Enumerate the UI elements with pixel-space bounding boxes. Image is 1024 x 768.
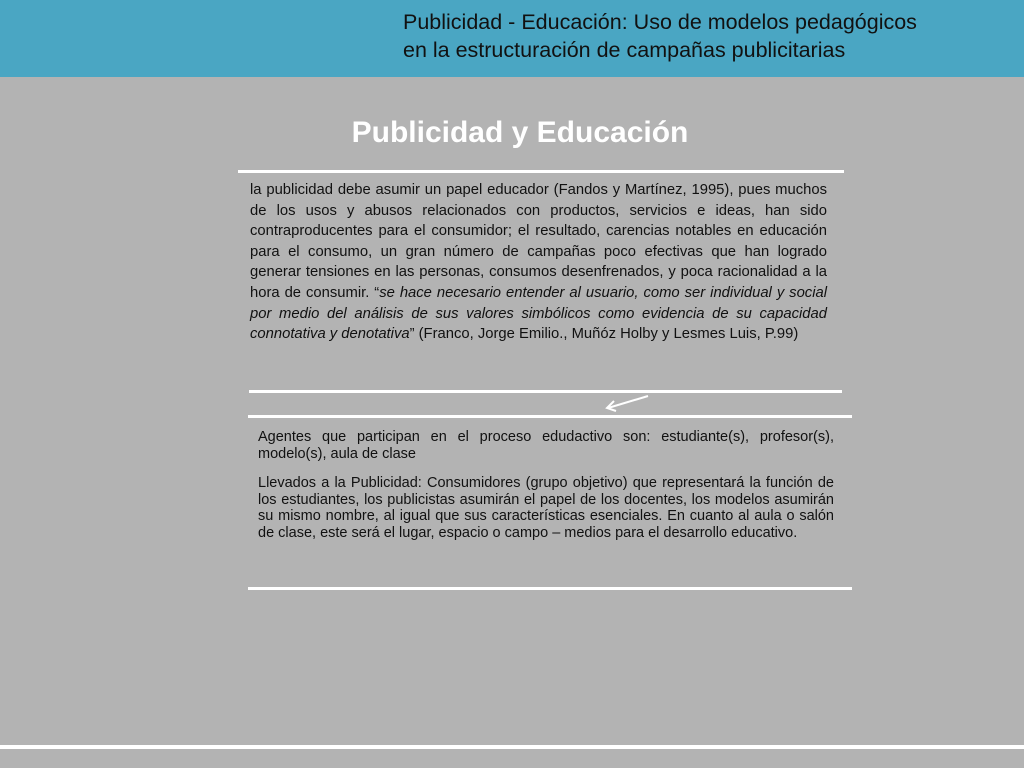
footer-line (0, 745, 1024, 749)
arrow-down-left-icon (600, 392, 652, 414)
quote-citation: ” (Franco, Jorge Emilio., Muñóz Holby y Lesmes Luis, P.99) (409, 326, 799, 343)
header-bar (0, 0, 1024, 77)
presentation-title (403, 8, 1018, 64)
divider-quote-bottom (249, 390, 842, 393)
advertising-paragraph: Llevados a la Publicidad: Consumidores (grupo objetivo) que representará la función de los estudiantes, los publicistas asumirán el papel de los docentes, los modelos asumirán su mismo nombre, al igual que sus características esenciales. En cuanto al aula o salón de clase, este será el lugar, espacio o campo – medios para el desarrollo educativo. (258, 475, 834, 541)
divider-top (238, 170, 844, 173)
presentation-title-line-2: en la estructuración de campañas publicitarias (403, 38, 846, 62)
slide-title: Publicidad y Educación (351, 116, 689, 149)
quote-italic-text: se hace necesario entender al usuario, como ser individual y social por medio del análisis de sus valores simbólicos como evidencia de su capacidad connotativa y denotativa (250, 284, 828, 343)
body-text-block (258, 429, 834, 541)
quote-paragraph (250, 180, 827, 345)
divider-body-bottom (248, 587, 852, 590)
divider-body-top (248, 415, 852, 418)
presentation-title-line-1: Publicidad - Educación: Uso de modelos pedagógicos (403, 10, 917, 34)
quote-intro: la publicidad debe asumir un papel educador (Fandos y Martínez, 1995), pues muchos de los usos y abusos relacionados con productos, servicios e ideas, han sido contraproducentes para el consumidor; el resultado, carencias notables en educación para el consumo, un gran número de campañas poco efectivas que han logrado generar tensiones en las personas, consumos desenfrenados, y poca racionalidad a la hora de consumir. “ (250, 182, 827, 301)
agents-paragraph: Agentes que participan en el proceso edudactivo son: estudiante(s), profesor(s), modelo(s), aula de clase (258, 429, 834, 462)
